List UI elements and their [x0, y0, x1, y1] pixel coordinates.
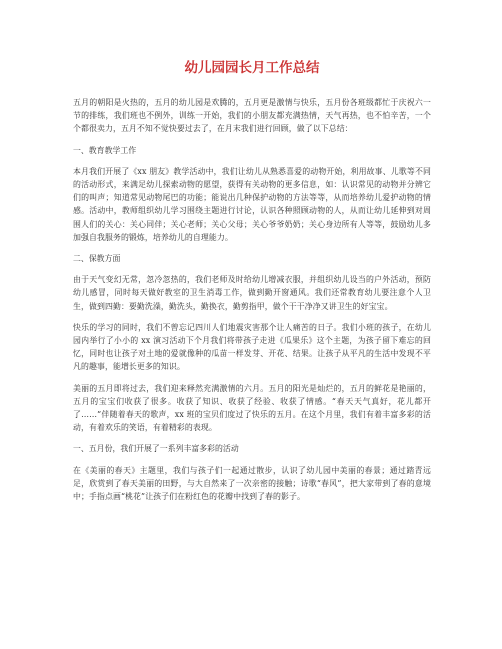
body-paragraph: 五月的朝阳是火热的，五月的幼儿园是欢腾的，五月更是激情与快乐，五月份各班级都忙于庆祝六一节的排练，我们班也不例外，训练一开始，我们的小朋友都充满热情，天气再热，也不怕辛苦，一个个都很卖力，五月不知不觉快要过去了，在月末我们进行回顾，做了以下总结：	[73, 98, 431, 134]
body-paragraph: 本月我们开展了《xx 朋友》教学活动中，我们让幼儿从熟悉喜爱的动物开始，利用故事、儿歌等不同的活动形式，来满足幼儿探索动物的愿望，获得有关动物的更多信息，如：认识常见的动物并分辨它们的叫声；知道常见动物尾巴的功能；能说出几种保护动物的方法等等，从而培养幼儿爱护动物的情感。活动中，教师组织幼儿学习围绕主题进行讨论，认识各种照顾动物的人，从而让幼儿延伸到对周围人们的关心：关心同伴；关心老师；关心父母；关心爷爷奶奶；关心身边所有人等等，鼓励幼儿多加强自我服务的锻炼，培养幼儿的自理能力。	[73, 166, 431, 242]
document-body	[73, 96, 431, 503]
body-paragraph: 由于天气变幻无常，忽冷忽热的，我们老师及时给幼儿增减衣服，并组织幼儿设当的户外活动，预防幼儿感冒，同时每天做好教室的卫生消毒工作，做到勤开窗通风。我们还常教育幼儿要注意个人卫生，做到四勤：要勤洗澡，勤洗头，勤换衣，勤剪指甲，做个干干净净又讲卫生的好宝宝。	[73, 275, 431, 311]
body-paragraph: 在《美丽的春天》主题里，我们与孩子们一起通过散步，认识了幼儿园中美丽的春景；通过踏青远足，欣赏到了春天美丽的田野，与大自然来了一次亲密的接触；诗歌“春风”，把大家带到了春的意境中；手指点画“桃花”让孩子们在粉红色的花瓣中找到了春的影子。	[73, 465, 431, 502]
section-heading: 一、教育教学工作	[73, 145, 137, 155]
body-paragraph: 快乐的学习的同时，我们不曾忘记四川人们地震灾害那个让人痛苦的日子。我们小班的孩子，在幼儿园内举行了小小的 xx 演习活动下个月我们将带孩子走进《瓜果乐》这个主题，为孩子留下难忘的回忆，同时也让孩子对土地的爱就像种的瓜苗一样发芽、开花、结果。让孩子从平凡的生活中发现不平凡的趣事，能增长更多的知识。	[73, 322, 431, 372]
section-heading: 一、五月份，我们开展了一系列丰富多彩的活动	[73, 444, 239, 454]
section-heading: 二、保教方面	[73, 254, 121, 264]
body-paragraph: 美丽的五月即将过去，我们迎来释然充满激情的六月。五月的阳光是灿烂的，五月的鲜花是艳丽的，五月的宝宝们收获了很多。收获了知识、收获了经验、收获了情感。“春天天气真好，花儿都开了……”伴随着春天的歌声，xx 班的宝贝们度过了快乐的五月。在这个月里，我们有着丰富多彩的活动，有着欢乐的笑语，有着精彩的表现。	[73, 383, 431, 433]
document-page	[73, 58, 431, 511]
document-title: 幼儿园园长月工作总结	[184, 60, 320, 76]
